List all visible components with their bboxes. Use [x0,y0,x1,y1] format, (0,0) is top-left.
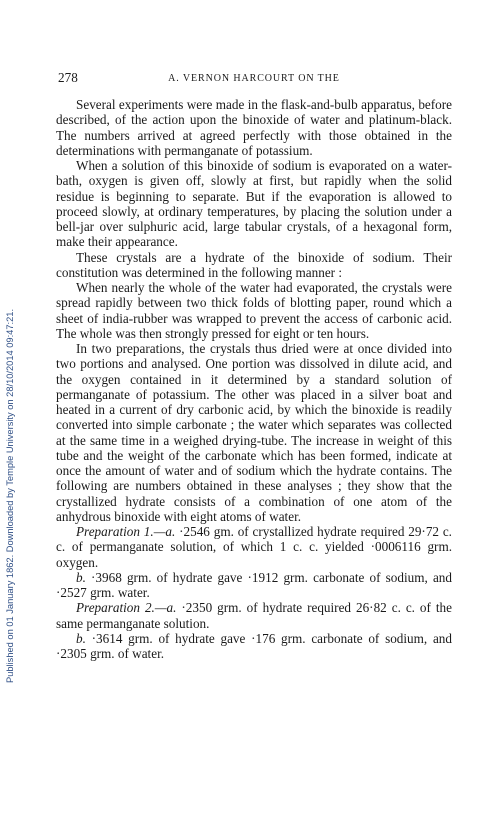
preparation-label: Preparation 2.—a. [76,600,177,616]
preparation-text: ·3968 grm. of hydrate gave ·1912 grm. carbonate of sodium, and ·2527 grm. water. [56,569,452,600]
paragraph-1: Several experiments were made in the flask-and-bulb apparatus, before described, of the action upon the binoxide of water and platinum-black. The numbers arrived at agreed perfectly with those obtained in the determinations with permanganate of potassium. [56,97,452,158]
preparation-2a [56,600,452,631]
running-head: A. VERNON HARCOURT ON THE [168,73,340,84]
preparation-label: Preparation 1.—a. [76,524,176,539]
download-watermark [3,95,17,685]
preparation-text: ·2546 gm. of crystallized hydrate required 29·72 c. c. of permanganate solution, of which 1 c. c. yielded ·0006116 grm. oxygen. [56,524,452,570]
preparation-text: ·2350 grm. of hydrate required 26·82 c. c. of the same permanganate solution. [56,600,452,631]
paragraph-4: When nearly the whole of the water had evaporated, the crystals were spread rapidly between two thick folds of blotting paper, round which a sheet of india-rubber was wrapped to prevent the access of carbonic acid. The whole was then strongly pressed for eight or ten hours. [56,280,452,341]
page-body [56,70,452,661]
watermark-text: Published on 01 January 1862. Downloaded by Temple University on 28/10/2014 09:47:21. [5,308,15,683]
paragraph-3: These crystals are a hydrate of the binoxide of sodium. Their constitution was determined in the following manner : [56,249,452,280]
preparation-2b [56,631,452,662]
page-number: 278 [58,70,78,85]
page-header [56,70,452,84]
preparation-text: ·3614 grm. of hydrate gave ·176 grm. carbonate of sodium, and ·2305 grm. of water. [56,630,452,661]
preparation-label: b. [76,569,86,585]
paragraph-2: When a solution of this binoxide of sodium is evaporated on a water-bath, oxygen is given off, slowly at first, but rapidly when the solid residue is beginning to separate. But if the evaporation is allowed to proceed slowly, at ordinary temperatures, by placing the solution under a bell-jar over sulphuric acid, large tabular crystals, of a hexagonal form, make their appearance. [56,158,452,250]
preparation-1a [56,524,452,570]
paragraph-5: In two preparations, the crystals thus dried were at once divided into two portions and analysed. One portion was dissolved in dilute acid, and the oxygen contained in it determined by a standard solution of permanganate of potassium. The other was placed in a silver boat and heated in a current of dry carbonic acid, by which the binoxide is readily converted into simple carbonate ; the water which separates was collected at the same time in a weighed drying-tube. The increase in weight of this tube and the weight of the carbonate which has been formed, indicate at once the amount of water and of sodium which the hydrate contains. The following are numbers obtained in these analyses ; they show that the crystallized hydrate consists of a combination of one atom of the anhydrous binoxide with eight atoms of water. [56,341,452,524]
preparation-1b [56,570,452,601]
preparation-label: b. [76,630,86,646]
